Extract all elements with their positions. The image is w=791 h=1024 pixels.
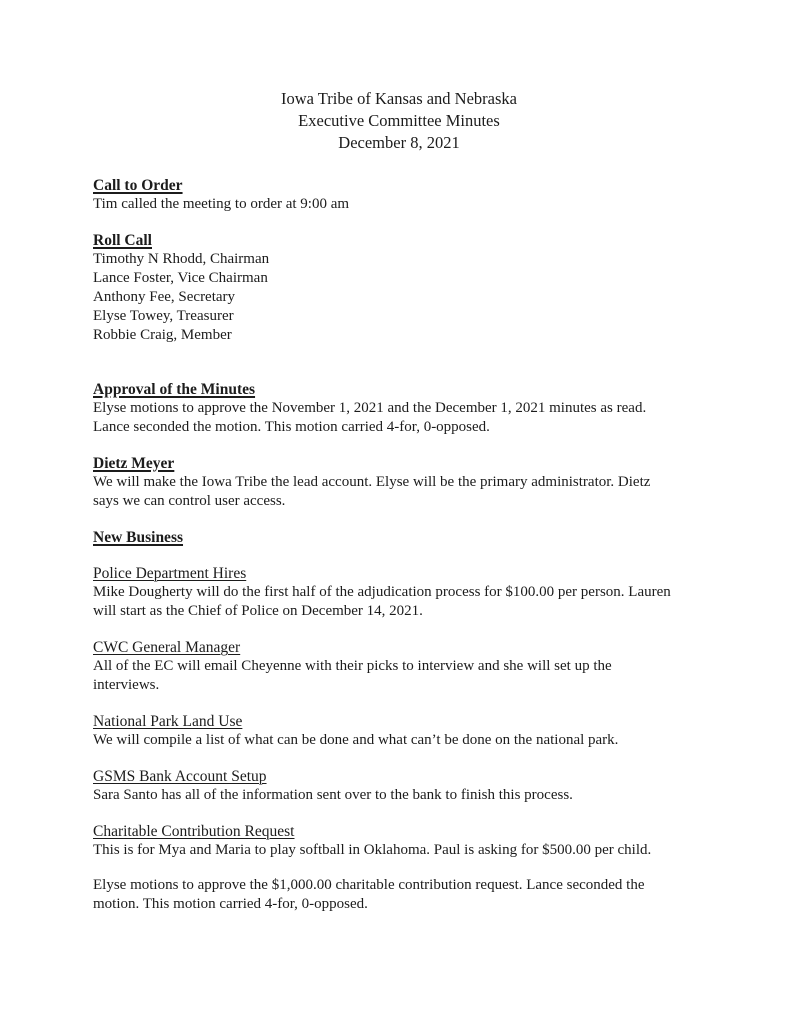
paragraph — [93, 657, 705, 695]
section-heading-gsms-bank-account-setup: GSMS Bank Account Setup — [93, 768, 267, 785]
paragraph — [93, 876, 705, 914]
section-approval-of-the-minutes — [93, 380, 705, 437]
section-heading-dietz-meyer: Dietz Meyer — [93, 455, 175, 472]
org-name: Iowa Tribe of Kansas and Nebraska — [281, 89, 517, 108]
text-line: Elyse motions to approve the November 1, 2021 and the December 1, 2021 minutes as read. — [93, 400, 647, 416]
paragraph — [93, 583, 705, 621]
paragraph — [93, 250, 705, 345]
document-title-block — [93, 88, 705, 154]
section-cwc-general-manager — [93, 638, 705, 695]
section-police-department-hires — [93, 564, 705, 621]
text-line: Elyse Towey, Treasurer — [93, 308, 234, 324]
document-body — [93, 176, 705, 914]
section-call-to-order — [93, 176, 705, 214]
text-line: Sara Santo has all of the information sent over to the bank to finish this process. — [93, 787, 573, 803]
paragraph — [93, 399, 705, 437]
paragraph — [93, 195, 705, 214]
text-line: Lance Foster, Vice Chairman — [93, 270, 268, 286]
section-heading-new-business: New Business — [93, 529, 184, 546]
paragraph — [93, 473, 705, 511]
text-line: Elyse motions to approve the $1,000.00 charitable contribution request. Lance seconded the — [93, 877, 645, 893]
section-dietz-meyer — [93, 454, 705, 511]
section-new-business — [93, 528, 705, 547]
text-line: Anthony Fee, Secretary — [93, 289, 236, 305]
text-line: interviews. — [93, 677, 160, 693]
text-line: This is for Mya and Maria to play softball in Oklahoma. Paul is asking for $500.00 per child. — [93, 842, 652, 858]
document-type: Executive Committee Minutes — [298, 111, 500, 130]
text-line: Lance seconded the motion. This motion carried 4-for, 0-opposed. — [93, 419, 490, 435]
text-line: We will make the Iowa Tribe the lead account. Elyse will be the primary administrator. Dietz — [93, 474, 651, 490]
text-line: All of the EC will email Cheyenne with their picks to interview and she will set up the — [93, 658, 612, 674]
section-national-park-land-use — [93, 712, 705, 750]
section-heading-national-park-land-use: National Park Land Use — [93, 713, 243, 730]
text-line: We will compile a list of what can be done and what can’t be done on the national park. — [93, 732, 619, 748]
text-line: will start as the Chief of Police on December 14, 2021. — [93, 603, 423, 619]
text-line: Robbie Craig, Member — [93, 327, 232, 343]
document-date: December 8, 2021 — [338, 133, 460, 152]
text-line: motion. This motion carried 4-for, 0-opposed. — [93, 896, 368, 912]
paragraph — [93, 841, 705, 860]
text-line: Tim called the meeting to order at 9:00 am — [93, 196, 350, 212]
section-charitable-contribution-request — [93, 822, 705, 914]
section-heading-roll-call: Roll Call — [93, 232, 152, 249]
paragraph — [93, 786, 705, 805]
section-heading-charitable-contribution-request: Charitable Contribution Request — [93, 823, 295, 840]
text-line: Timothy N Rhodd, Chairman — [93, 251, 270, 267]
section-heading-approval-of-the-minutes: Approval of the Minutes — [93, 381, 256, 398]
paragraph — [93, 731, 705, 750]
section-gsms-bank-account-setup — [93, 767, 705, 805]
section-roll-call — [93, 231, 705, 345]
text-line: says we can control user access. — [93, 493, 286, 509]
section-heading-call-to-order: Call to Order — [93, 177, 183, 194]
section-heading-cwc-general-manager: CWC General Manager — [93, 639, 241, 656]
section-heading-police-department-hires: Police Department Hires — [93, 565, 247, 582]
text-line: Mike Dougherty will do the first half of the adjudication process for $100.00 per person. Lauren — [93, 584, 671, 600]
